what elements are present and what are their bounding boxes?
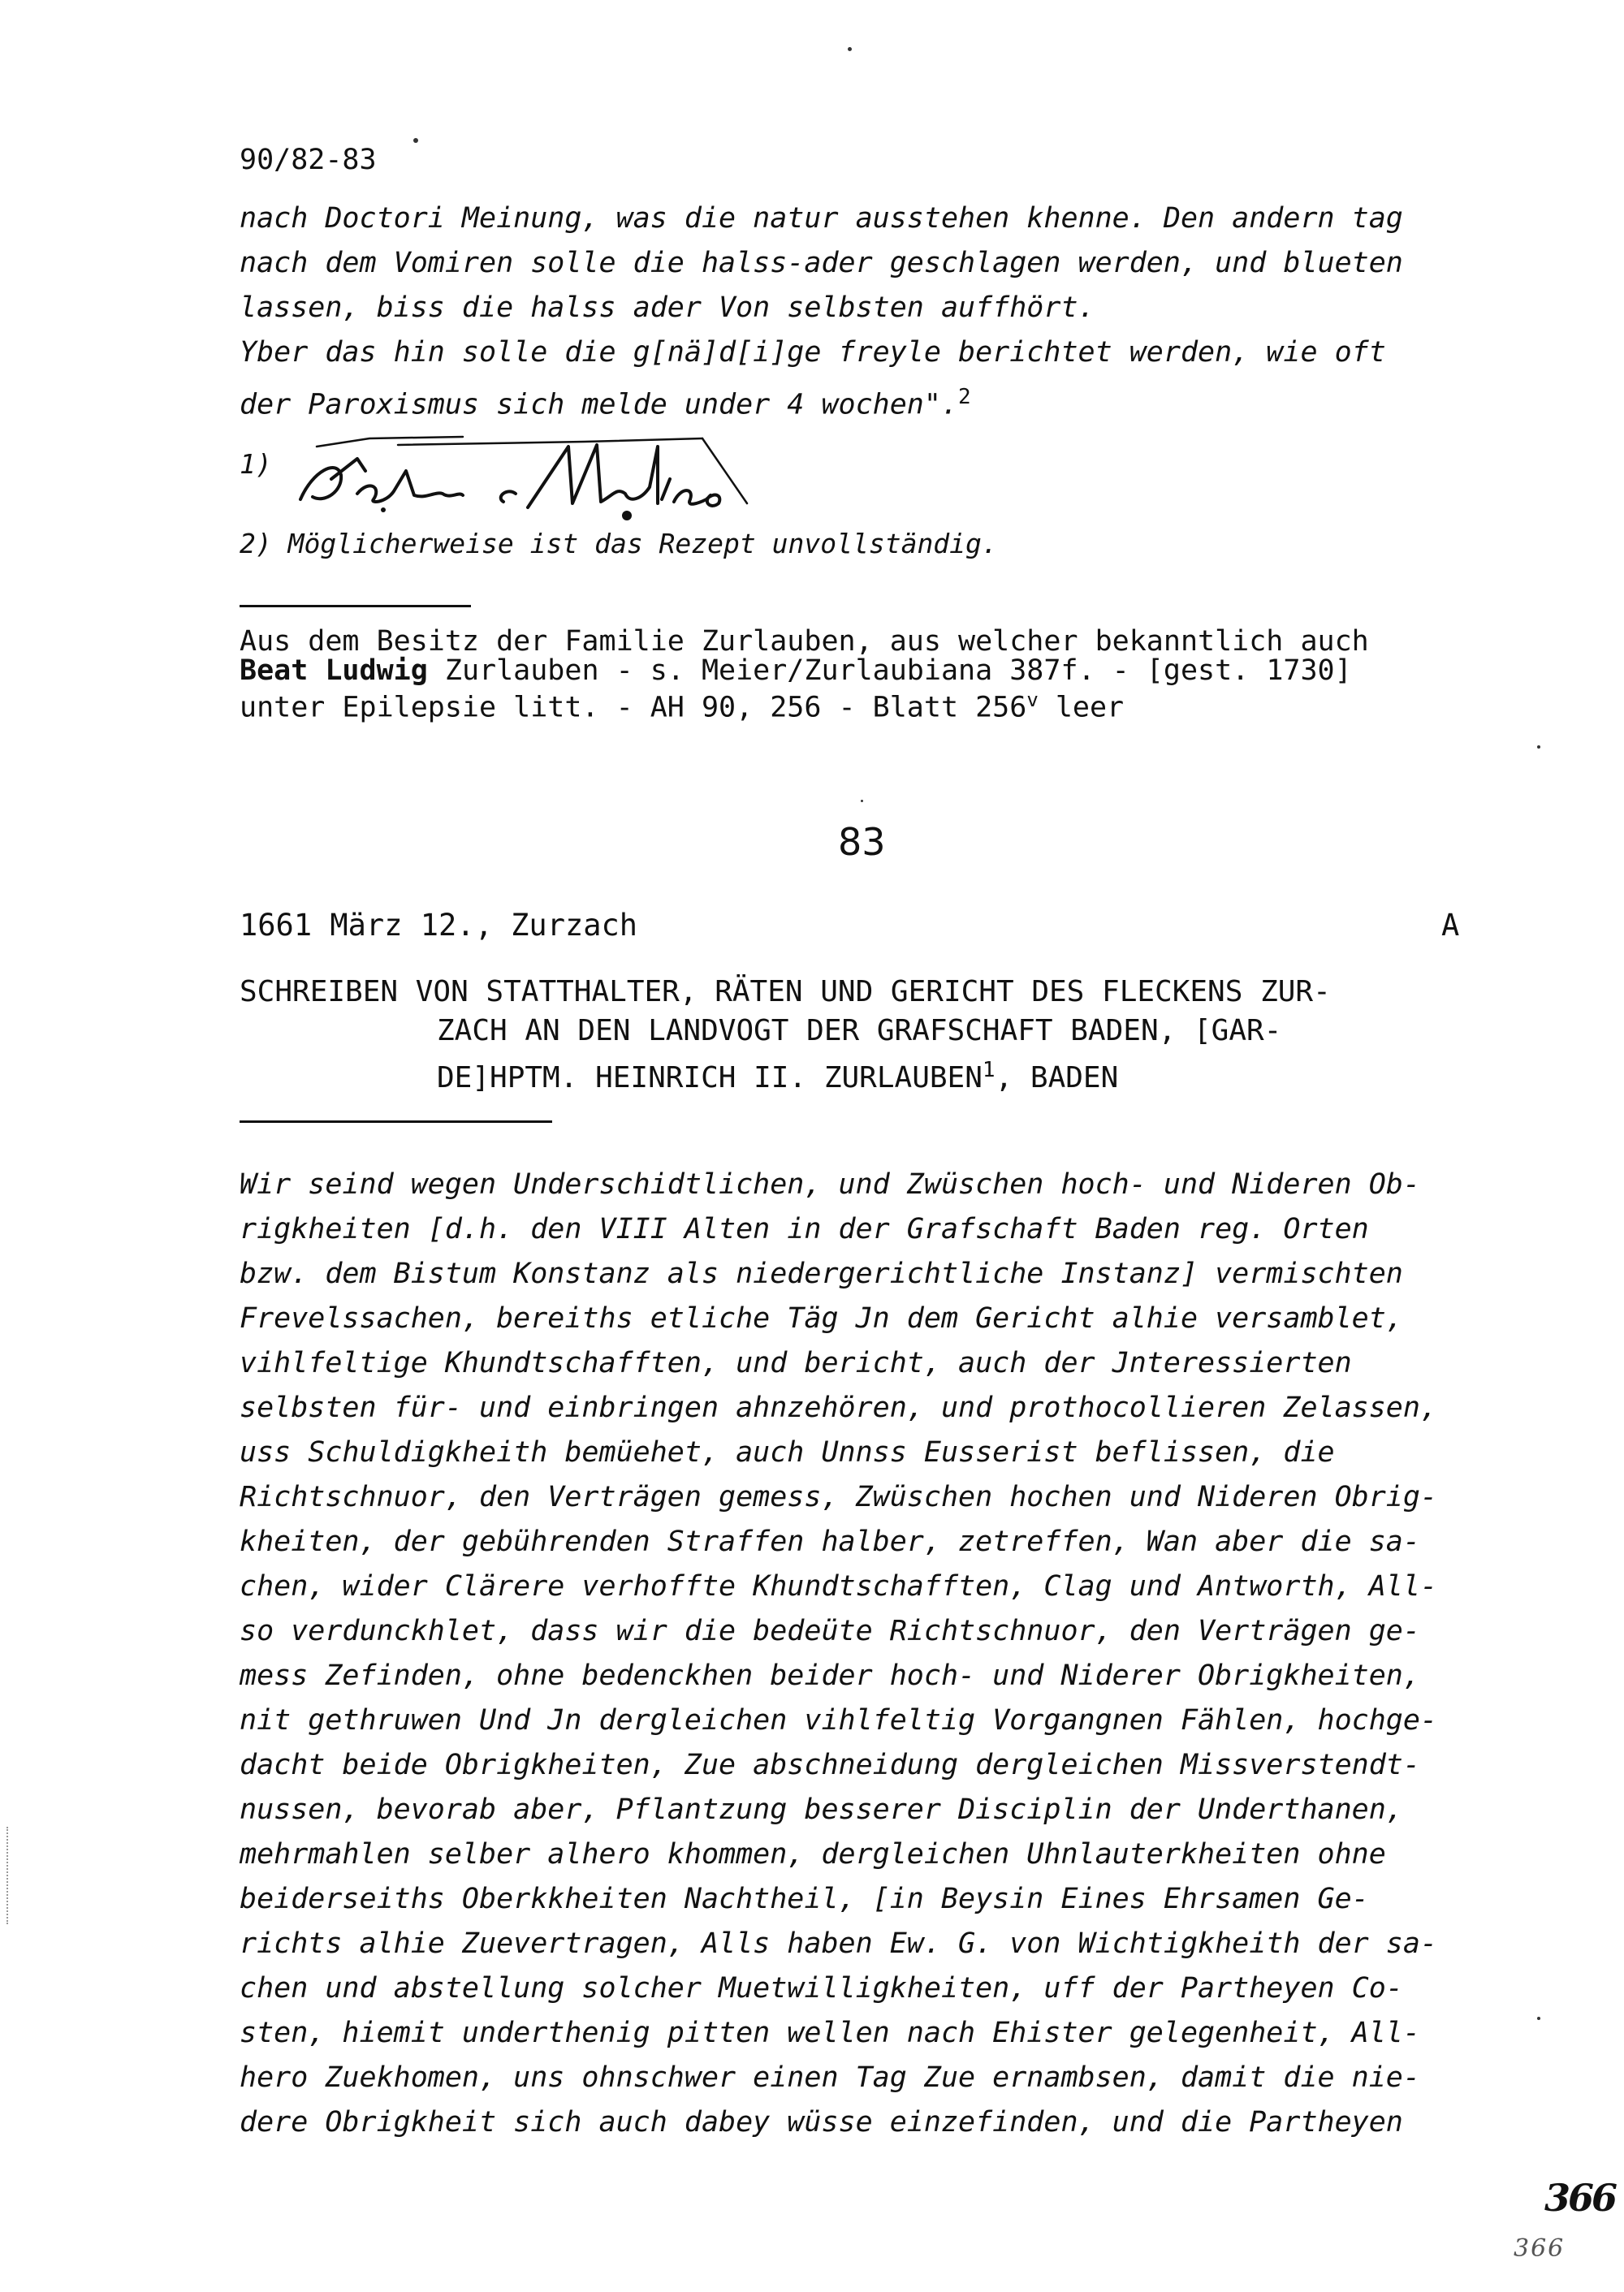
provenance-note <box>240 627 1369 723</box>
body-line: nit gethruwen Und Jn dergleichen vihlfeltig Vorgangnen Fählen, hochge- <box>240 1704 1438 1737</box>
footnote-2: 2) Möglicherweise ist das Rezept unvollständig. <box>240 528 998 559</box>
signature-stroke <box>357 471 463 502</box>
verso-sup: v <box>1026 688 1039 711</box>
footnote-ref: 2 <box>958 385 971 409</box>
footnote-separator <box>240 605 471 607</box>
body-line: Wir seind wegen Underschidtlichen, und Zwüschen hoch- und Nideren Ob- <box>240 1168 1420 1201</box>
signature-stroke <box>398 438 702 445</box>
handwritten-page-number-small: 366 <box>1514 2234 1566 2263</box>
body-line: rigkheiten [d.h. den VIII Alten in der Grafschaft Baden reg. Orten <box>240 1213 1369 1245</box>
document-heading <box>240 973 1331 1098</box>
preceding-text <box>240 196 1403 428</box>
body-line: dere Obrigkheit sich auch dabey wüsse einzefinden, und die Partheyen <box>240 2106 1403 2139</box>
heading-line-3 <box>240 1051 1331 1098</box>
text-line <box>240 375 1403 428</box>
heading-line-3-text: DE]HPTM. HEINRICH II. ZURLAUBEN <box>437 1061 983 1094</box>
provenance-line-3-end: leer <box>1038 691 1125 724</box>
heading-separator <box>240 1120 552 1123</box>
signature-stroke <box>501 491 516 502</box>
signature-stroke <box>662 479 719 506</box>
scan-edge-mark <box>6 1827 19 1924</box>
document-number: 83 <box>838 820 886 864</box>
text-line: nach dem Vomiren solle die halss-ader geschlagen werden, und blueten <box>240 247 1403 279</box>
body-line: vihlfeltige Khundtschafften, und bericht, auch der Jnteressierten <box>240 1347 1352 1379</box>
text-line: lassen, biss die halss ader Von selbsten auffhört. <box>240 291 1095 324</box>
body-line: sten, hiemit underthenig pitten wellen nach Ehister gelegenheit, All- <box>240 2017 1420 2049</box>
provenance-line-3 <box>240 685 1369 723</box>
heading-line-3-end: , BADEN <box>995 1061 1119 1094</box>
handwritten-signature <box>292 422 763 532</box>
body-line: richts alhie Zuevertragen, Alls haben Ew. G. von Wichtigkheith der sa- <box>240 1927 1438 1960</box>
body-line: beiderseiths Oberkkheiten Nachtheil, [in Beysin Eines Ehrsamen Ge- <box>240 1883 1369 1915</box>
handwritten-page-number: 366 <box>1544 2176 1616 2220</box>
signature-stroke <box>702 438 747 503</box>
body-line: kheiten, der gebührenden Straffen halber, zetreffen, Wan aber die sa- <box>240 1526 1420 1558</box>
body-line: bzw. dem Bistum Konstanz als niedergerichtliche Instanz] vermischten <box>240 1258 1403 1290</box>
body-line: Richtschnuor, den Verträgen gemess, Zwüschen hochen und Nideren Obrig- <box>240 1481 1438 1513</box>
speck-mark <box>1537 745 1540 749</box>
signature-dot <box>381 507 386 512</box>
footnote-1-marker: 1) <box>240 448 272 480</box>
heading-line-1: SCHREIBEN VON STATTHALTER, RÄTEN UND GERICHT DES FLECKENS ZUR- <box>240 975 1331 1008</box>
body-line: mess Zefinden, ohne bedenckhen beider hoch- und Niderer Obrigkheiten, <box>240 1660 1420 1692</box>
letter-body <box>240 1163 1437 2145</box>
date-place: 1661 März 12., Zurzach <box>240 908 638 943</box>
body-line: chen und abstellung solcher Muetwilligkheiten, uff der Partheyen Co- <box>240 1972 1403 2005</box>
footnote-ref: 1 <box>982 1058 996 1082</box>
speck-mark <box>413 138 418 143</box>
body-line: uss Schuldigkheith bemüehet, auch Unnss Eusserist beflissen, die <box>240 1436 1335 1469</box>
body-line: dacht beide Obrigkheiten, Zue abschneidung dergleichen Missverstendt- <box>240 1749 1420 1781</box>
body-line: Frevelssachen, bereiths etliche Täg Jn dem Gericht alhie versamblet, <box>240 1302 1403 1335</box>
provenance-line-1: Aus dem Besitz der Familie Zurlauben, aus welcher bekanntlich auch <box>240 625 1369 658</box>
speck-mark <box>861 800 863 802</box>
provenance-line-2 <box>240 656 1369 685</box>
text-line-content: der Paroxismus sich melde under 4 wochen". <box>240 388 959 421</box>
signature-stroke <box>528 445 658 507</box>
provenance-line-2-rest: Zurlauben - s. Meier/Zurlaubiana 387f. - [gest. 1730] <box>427 654 1352 687</box>
body-line: hero Zuekhomen, uns ohnschwer einen Tag Zue ernambsen, damit die nie- <box>240 2061 1420 2094</box>
body-line: nussen, bevorab aber, Pflantzung besserer Disciplin der Underthanen, <box>240 1793 1403 1826</box>
text-line: Yber das hin solle die g[nä]d[i]ge freyle berichtet werden, wie oft <box>240 336 1386 369</box>
body-line: mehrmahlen selber alhero khommen, dergleichen Uhnlauterkheiten ohne <box>240 1838 1386 1871</box>
speck-mark <box>1537 2017 1540 2020</box>
person-name: Beat Ludwig <box>240 654 428 687</box>
body-line: chen, wider Clärere verhoffte Khundtschafften, Clag und Antworth, All- <box>240 1570 1438 1603</box>
signature-stroke <box>300 459 365 499</box>
body-line: selbsten für- und einbringen ahnzehören, und prothocollieren Zelassen, <box>240 1392 1438 1424</box>
text-line: nach Doctori Meinung, was die natur ausstehen khenne. Den andern tag <box>240 202 1403 235</box>
provenance-line-3-text: unter Epilepsie litt. - AH 90, 256 - Blatt 256 <box>240 691 1027 724</box>
body-line: so verdunckhlet, dass wir die bedeüte Richtschnuor, den Verträgen ge- <box>240 1615 1420 1647</box>
page-reference: 90/82-83 <box>240 144 377 176</box>
signature-dot <box>622 511 632 520</box>
document-type: A <box>1441 908 1460 943</box>
heading-line-2: ZACH AN DEN LANDVOGT DER GRAFSCHAFT BADEN, [GAR- <box>437 1014 1282 1047</box>
speck-mark <box>848 47 852 51</box>
